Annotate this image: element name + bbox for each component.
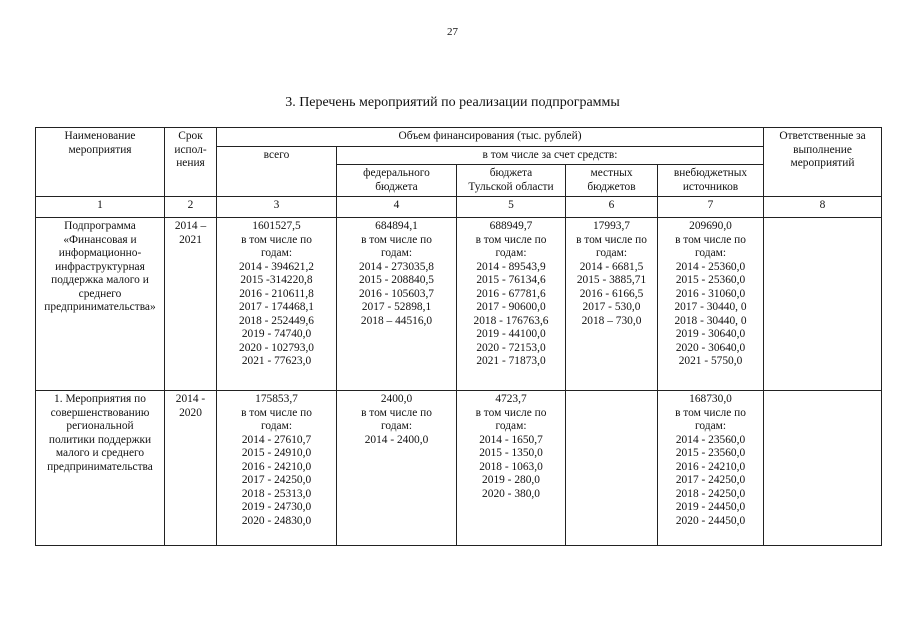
column-number: 3 bbox=[217, 197, 337, 218]
federal-cell bbox=[337, 391, 457, 546]
cell-line: Тульской области bbox=[468, 180, 554, 193]
cell-line: 2018 – 730,0 bbox=[581, 314, 642, 327]
cell-line: 2019 - 74740,0 bbox=[241, 328, 312, 340]
column-number: 4 bbox=[337, 197, 457, 218]
cell-line: 2014 - 25360,0 bbox=[675, 260, 746, 273]
table-row bbox=[36, 218, 882, 391]
federal-cell bbox=[337, 218, 457, 391]
cell-line: среднего bbox=[78, 287, 122, 300]
column-number: 1 bbox=[36, 197, 165, 218]
local-cell bbox=[566, 391, 658, 546]
cell-line: Срок bbox=[178, 130, 203, 142]
cell-line: 2017 - 30440, 0 bbox=[674, 301, 747, 313]
responsible-cell bbox=[764, 218, 882, 391]
column-number-row bbox=[36, 197, 882, 218]
header-extra bbox=[658, 165, 764, 197]
cell-line: в том числе по bbox=[475, 233, 547, 246]
cell-line: в том числе по bbox=[675, 233, 746, 246]
cell-line: 2016 - 210611,8 bbox=[239, 287, 314, 300]
local-cell bbox=[566, 218, 658, 391]
cell-line: 2019 - 280,0 bbox=[482, 474, 540, 486]
cell-line: 2021 bbox=[179, 233, 202, 246]
cell-line: 2020 - 72153,0 bbox=[476, 341, 546, 354]
cell-line: источников bbox=[682, 180, 739, 193]
header-federal bbox=[337, 165, 457, 197]
cell-line: 2021 - 71873,0 bbox=[476, 355, 546, 367]
cell-line: 2014 - 1650,7 bbox=[479, 433, 543, 446]
cell-line: информационно- bbox=[58, 247, 142, 259]
cell-line: годам: bbox=[261, 247, 292, 259]
cell-line: бюджета bbox=[375, 180, 418, 193]
header-regional bbox=[457, 165, 566, 197]
cell-line: выполнение bbox=[793, 143, 852, 156]
cell-line: 2020 - 30640,0 bbox=[675, 341, 746, 354]
cell-line: 2014 - 23560,0 bbox=[675, 433, 746, 446]
regional-cell bbox=[457, 391, 566, 546]
cell-line: совершенствованию bbox=[50, 406, 150, 419]
cell-line: внебюджетных bbox=[673, 167, 748, 179]
cell-line: в том числе по bbox=[241, 406, 312, 419]
responsible-cell bbox=[764, 391, 882, 546]
cell-line: 2018 - 1063,0 bbox=[479, 460, 543, 473]
cell-line: 2016 - 24210,0 bbox=[241, 460, 312, 473]
cell-line: мероприятия bbox=[68, 143, 132, 156]
regional-cell bbox=[457, 218, 566, 391]
cell-line: 2016 - 24210,0 bbox=[675, 460, 746, 473]
cell-line: 2020 - 24450,0 bbox=[675, 514, 746, 527]
cell-line: 2019 - 30640,0 bbox=[675, 328, 746, 340]
cell-line: 168730,0 bbox=[689, 393, 732, 405]
header-total: всего bbox=[217, 146, 337, 197]
cell-line: инфраструктурная bbox=[55, 260, 145, 273]
cell-line: годам: bbox=[261, 420, 292, 432]
cell-line: годам: bbox=[381, 420, 412, 432]
cell-line: 2014 – bbox=[174, 220, 207, 232]
cell-line: 2018 – 44516,0 bbox=[360, 314, 433, 327]
extra-budget-cell bbox=[658, 218, 764, 391]
cell-line: 2017 - 174468,1 bbox=[239, 301, 314, 313]
cell-line: 2020 bbox=[179, 406, 202, 419]
cell-line: бюджетов bbox=[587, 180, 636, 193]
cell-line: 2015 - 24910,0 bbox=[241, 447, 312, 459]
cell-line: 2018 - 24250,0 bbox=[675, 487, 746, 500]
header-name bbox=[36, 128, 165, 197]
cell-line: 2016 - 67781,6 bbox=[476, 287, 546, 300]
cell-line: 2017 - 24250,0 bbox=[241, 474, 312, 486]
cell-line: поддержка малого и bbox=[51, 274, 149, 286]
cell-line: 2021 - 5750,0 bbox=[678, 355, 743, 367]
cell-line: 2017 - 24250,0 bbox=[675, 474, 746, 486]
cell-line: 2018 - 252449,6 bbox=[239, 314, 314, 327]
cell-line: 2018 - 176763,6 bbox=[473, 314, 549, 327]
activity-name-cell bbox=[36, 391, 165, 546]
cell-line: 2014 - 6681,5 bbox=[579, 260, 644, 273]
cell-line: 1601527,5 bbox=[252, 220, 301, 232]
cell-line: 2019 - 44100,0 bbox=[476, 328, 546, 340]
cell-line: в том числе по bbox=[361, 406, 432, 419]
header-term bbox=[165, 128, 217, 197]
cell-line: 2014 - bbox=[175, 393, 206, 405]
cell-line: Ответственные за bbox=[779, 130, 866, 142]
cell-line: 2015 - 1350,0 bbox=[479, 447, 543, 459]
cell-line: 2014 - 27610,7 bbox=[241, 433, 312, 446]
cell-line: годам: bbox=[596, 247, 627, 259]
cell-line: малого и среднего bbox=[55, 447, 145, 459]
cell-line: 1. Мероприятия по bbox=[54, 393, 146, 405]
column-number: 7 bbox=[658, 197, 764, 218]
cell-line: 2400,0 bbox=[380, 393, 413, 405]
cell-line: местных bbox=[590, 167, 633, 179]
cell-line: в том числе по bbox=[241, 233, 312, 246]
cell-line: 2020 - 24830,0 bbox=[241, 514, 312, 527]
cell-line: нения bbox=[176, 157, 205, 169]
cell-line: 684894,1 bbox=[375, 220, 418, 232]
cell-line: мероприятий bbox=[790, 157, 855, 169]
header-funding: Объем финансирования (тыс. рублей) bbox=[217, 128, 764, 147]
cell-line: 2017 - 90600,0 bbox=[476, 301, 546, 313]
column-number: 8 bbox=[764, 197, 882, 218]
extra-budget-cell bbox=[658, 391, 764, 546]
cell-line: 2017 - 52898,1 bbox=[361, 301, 432, 313]
cell-line: 2018 - 25313,0 bbox=[241, 487, 312, 500]
cell-line: 2015 - 25360,0 bbox=[675, 274, 746, 286]
cell-line: Подпрограмма bbox=[64, 220, 136, 232]
cell-line: 4723,7 bbox=[495, 393, 527, 405]
cell-line: 2015 - 23560,0 bbox=[675, 447, 746, 459]
cell-line: региональной bbox=[66, 420, 134, 432]
header-including: в том числе за счет средств: bbox=[337, 146, 764, 165]
term-cell bbox=[165, 218, 217, 391]
header-local bbox=[566, 165, 658, 197]
cell-line: годам: bbox=[695, 420, 726, 432]
cell-line: 2016 - 105603,7 bbox=[359, 287, 434, 300]
cell-line: годам: bbox=[695, 247, 726, 259]
cell-line: годам: bbox=[381, 247, 412, 259]
cell-line: 2015 -314220,8 bbox=[240, 274, 313, 286]
column-number: 5 bbox=[457, 197, 566, 218]
header-responsible bbox=[764, 128, 882, 197]
cell-line: 17993,7 bbox=[592, 220, 631, 232]
activities-table bbox=[35, 127, 882, 546]
cell-line: бюджета bbox=[489, 167, 533, 179]
column-number: 2 bbox=[165, 197, 217, 218]
page-number: 27 bbox=[447, 26, 458, 38]
cell-line: испол- bbox=[174, 143, 207, 156]
cell-line: 2019 - 24450,0 bbox=[675, 501, 746, 513]
table-row bbox=[36, 391, 882, 546]
cell-line: политики поддержки bbox=[48, 433, 152, 446]
cell-line: 2016 - 31060,0 bbox=[675, 287, 746, 300]
cell-line: в том числе по bbox=[361, 233, 432, 246]
cell-line: 2018 - 30440, 0 bbox=[674, 314, 747, 327]
cell-line: Наименование bbox=[64, 130, 136, 142]
cell-line: «Финансовая и bbox=[63, 233, 137, 246]
cell-line: 2015 - 208840,5 bbox=[359, 274, 434, 286]
total-cell bbox=[217, 218, 337, 391]
section-title: 3. Перечень мероприятий по реализации подпрограммы bbox=[285, 95, 620, 110]
cell-line: 688949,7 bbox=[489, 220, 533, 232]
cell-line: 2015 - 3885,71 bbox=[576, 274, 647, 286]
term-cell bbox=[165, 391, 217, 546]
cell-line: федерального bbox=[363, 167, 430, 179]
column-number: 6 bbox=[566, 197, 658, 218]
cell-line: в том числе по bbox=[576, 233, 647, 246]
cell-line: 2019 - 24730,0 bbox=[241, 501, 312, 513]
cell-line: 2021 - 77623,0 bbox=[241, 355, 312, 367]
activity-name-cell bbox=[36, 218, 165, 391]
cell-line: 2020 - 380,0 bbox=[482, 487, 540, 500]
cell-line: 2015 - 76134,6 bbox=[476, 274, 546, 286]
total-cell bbox=[217, 391, 337, 546]
cell-line: в том числе по bbox=[675, 406, 746, 419]
cell-line: в том числе по bbox=[475, 406, 547, 419]
cell-line: 2020 - 102793,0 bbox=[239, 341, 314, 354]
cell-line: 2014 - 89543,9 bbox=[476, 260, 546, 273]
cell-line: 2014 - 273035,8 bbox=[359, 260, 434, 273]
cell-line: годам: bbox=[495, 420, 527, 432]
cell-line: годам: bbox=[495, 247, 527, 259]
cell-line: 209690,0 bbox=[689, 220, 732, 232]
cell-line: 2016 - 6166,5 bbox=[579, 287, 644, 300]
cell-line: 2014 - 2400,0 bbox=[364, 433, 429, 446]
cell-line: предпринимательства» bbox=[44, 301, 156, 313]
cell-line: 2014 - 394621,2 bbox=[239, 260, 314, 273]
cell-line: предпринимательства bbox=[47, 460, 153, 473]
cell-line: 175853,7 bbox=[255, 393, 298, 405]
cell-line: 2017 - 530,0 bbox=[582, 301, 641, 313]
